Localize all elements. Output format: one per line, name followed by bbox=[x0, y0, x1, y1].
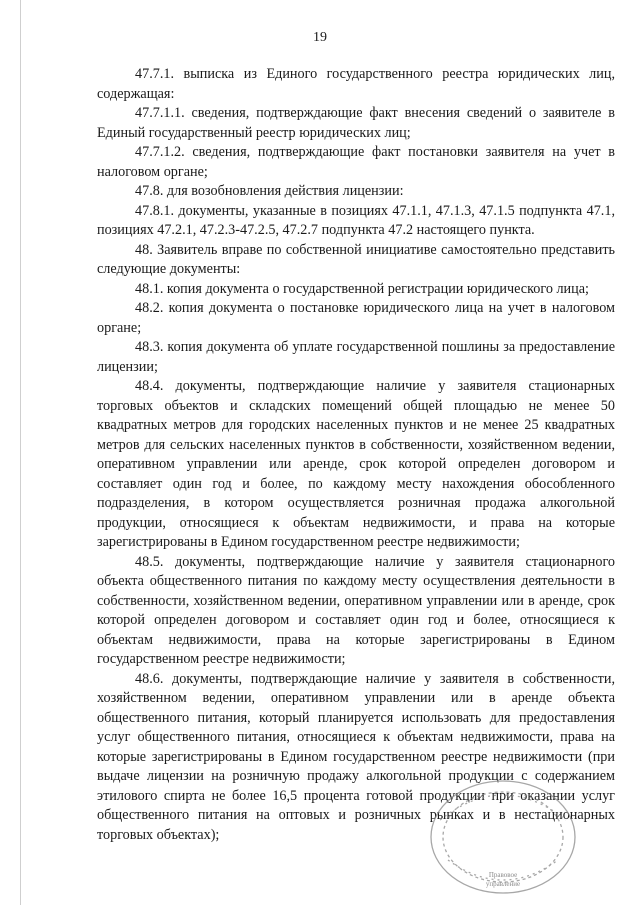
paragraph-48-3: 48.3. копия документа об уплате государственной пошлины за предоставление лицензии; bbox=[97, 339, 615, 375]
seal-center-text-2: управление bbox=[485, 880, 521, 888]
paragraph-47-8-1: 47.8.1. документы, указанные в позициях 47.1.1, 47.1.3, 47.1.5 подпункта 47.1, позициях 47.2.1, 47.2.3-47.2.5, 47.2.7 подпункта 47.2 настоящего пункта. bbox=[97, 202, 615, 238]
paragraph-48-5: 48.5. документы, подтверждающие наличие у заявителя стационарного объекта общественного питания по каждому месту осуществления деятельности в собственности, хозяйственном ведении, оперативном управлении или в аренде, срок которой определен договором и составляет один год и более, относящиеся к объектам недвижимости, права на которые зарегистрированы в Едином государственном реестре недвижимости; bbox=[97, 553, 615, 667]
paragraph-48-2: 48.2. копия документа о постановке юридического лица на учет в налоговом органе; bbox=[97, 300, 615, 336]
document-body bbox=[97, 65, 615, 845]
paragraph-47-8: 47.8. для возобновления действия лицензии: bbox=[135, 183, 404, 199]
paragraph-47-7-1-1: 47.7.1.1. сведения, подтверждающие факт внесения сведений о заявителе в Единый государственный реестр юридических лиц; bbox=[97, 105, 615, 141]
seal-center-text: Правовое bbox=[488, 871, 518, 879]
paragraph-48-6: 48.6. документы, подтверждающие наличие у заявителя в собственности, хозяйственном ведении, оперативном управлении или в аренде объекта общественного питания, который планируется использовать для предоставления услуг общественного питания, относящиеся к объектам недвижимости, права на которые зарегистрированы в Едином государственном реестре недвижимости (при выдаче лицензии на розничную продажу алкогольной продукции с содержанием этилового спирта не более 16,5 процента готовой продукции при оказании услуг общественного питания на оптовых и розничных рынках и в нестационарных торговых объектах); bbox=[97, 670, 615, 843]
paragraph-48-4: 48.4. документы, подтверждающие наличие у заявителя стационарных торговых объектов и складских помещений общей площадью не менее 50 квадратных метров для городских населенных пунктов и не менее 25 квадратных метров для сельских населенных пунктов в собственности, хозяйственном ведении, оперативном управлении или аренде, срок которой определен договором и составляет один год и более, по каждому месту нахождения обособленного подразделения, в котором осуществляется розничная продажа алкогольной продукции, относящиеся к объектам недвижимости, и права на которые зарегистрированы в Едином государственном реестре недвижимости; bbox=[97, 378, 615, 550]
seal-lower-lettering bbox=[448, 860, 558, 880]
page-left-edge-line bbox=[20, 0, 21, 905]
page-number: 19 bbox=[313, 30, 327, 45]
paragraph-47-7-1-2: 47.7.1.2. сведения, подтверждающие факт постановки заявителя на учет в налоговом органе; bbox=[97, 144, 615, 180]
paragraph-48: 48. Заявитель вправе по собственной инициативе самостоятельно представить следующие документы: bbox=[97, 241, 615, 277]
paragraph-47-7-1: 47.7.1. выписка из Единого государственного реестра юридических лиц, содержащая: bbox=[97, 66, 615, 102]
paragraph-48-1: 48.1. копия документа о государственной регистрации юридического лица; bbox=[135, 280, 589, 297]
